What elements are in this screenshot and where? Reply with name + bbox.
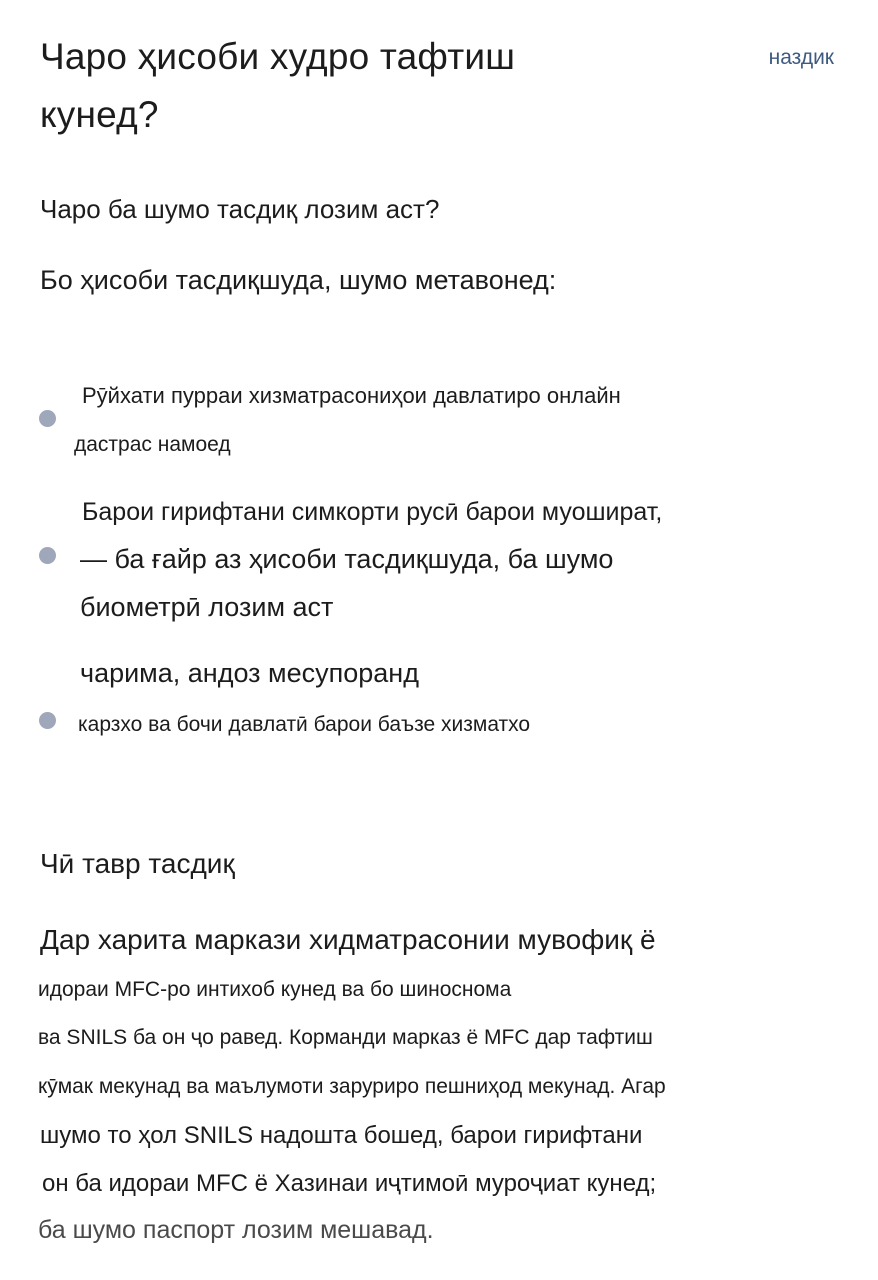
how-line-5: шумо то ҳол SNILS надошта бошед, барои гирифтани bbox=[40, 1122, 643, 1149]
why-heading: Чаро ба шумо тасдиқ лозим аст? bbox=[40, 194, 440, 224]
how-heading: Чӣ тавр тасдиқ bbox=[40, 848, 235, 879]
list-item-1-line2: дастрас намоед bbox=[74, 433, 231, 456]
how-line-1: Дар харита маркази хидматрасонии мувофиқ ё bbox=[40, 924, 656, 955]
bullet-dot-icon bbox=[39, 547, 56, 564]
list-item-1-line1: Рӯйхати пурраи хизматрасониҳои давлатиро онлайн bbox=[82, 383, 621, 408]
page-title-line1: Чаро ҳисоби худро тафтиш bbox=[40, 36, 516, 77]
list-item-3-line2: карзхо ва бочи давлатӣ барои баъзе хизматхо bbox=[78, 713, 531, 736]
how-line-4: кӯмак мекунад ва маълумоти заруриро пешниҳод мекунад. Агар bbox=[38, 1075, 666, 1098]
list-item-2-line2: — ба ғайр аз ҳисоби тасдиқшуда, ба шумо bbox=[80, 544, 614, 574]
bullet-dot-icon bbox=[39, 410, 56, 427]
list-item-3-line1: чарима, андоз месупоранд bbox=[80, 658, 419, 688]
how-line-3: ва SNILS ба он ҷо равед. Корманди марказ ё MFC дар тафтиш bbox=[38, 1026, 653, 1049]
how-line-2: идораи MFC-ро интихоб кунед ва бо шиносномa bbox=[38, 978, 512, 1001]
list-item-2-line3: биометрӣ лозим аст bbox=[80, 592, 334, 622]
how-line-7: ба шумо паспорт лозим мешавад. bbox=[38, 1216, 434, 1244]
why-intro: Бо ҳисоби тасдиқшуда, шумо метавонед: bbox=[40, 265, 557, 295]
page-title-line2: кунед? bbox=[40, 94, 159, 135]
close-button[interactable]: наздик bbox=[768, 46, 834, 69]
bullet-dot-icon bbox=[39, 712, 56, 729]
list-item-2-line1: Барои гирифтани симкорти русӣ барои муошират, bbox=[82, 498, 663, 526]
how-line-6: он ба идораи MFC ё Хазинаи иҷтимоӣ муроҷиат кунед; bbox=[42, 1170, 657, 1197]
